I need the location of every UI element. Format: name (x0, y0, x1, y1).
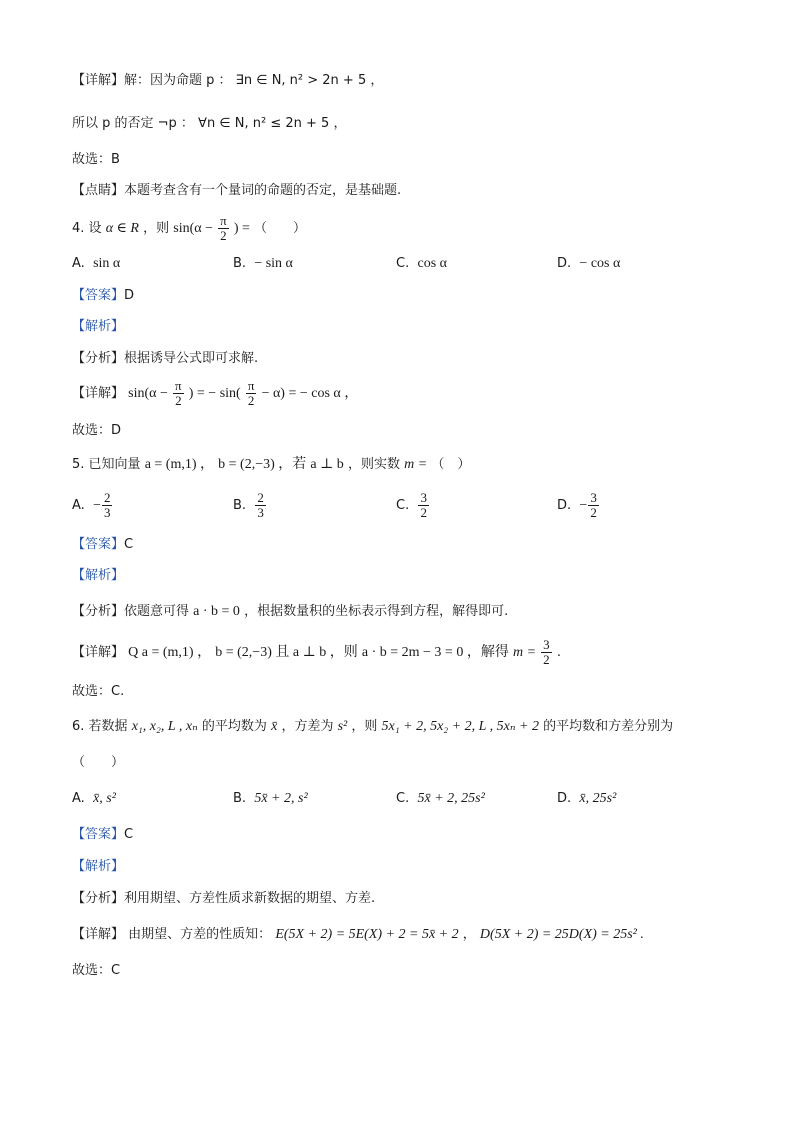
option-fraction (255, 491, 266, 520)
option-text: sin α (93, 256, 121, 271)
q5-stem-text: 5. 已知向量 (72, 457, 141, 472)
q4-detail (72, 379, 358, 408)
frac-num: π (175, 378, 182, 393)
option-sign: − (93, 498, 101, 513)
q3-comment: 【点睛】本题考查含有一个量词的命题的否定，是基础题. (72, 183, 402, 198)
q5-detail-c: a · b = 2m − 3 = 0 ，解得 (361, 645, 509, 660)
q6-stem-xbar: x̄ (271, 719, 278, 734)
q5-stem (72, 456, 470, 474)
option-text: − sin α (254, 256, 293, 271)
q6-option-d (557, 790, 616, 808)
q4-detail-a: sin(α − (128, 386, 168, 401)
q4-stem-mid: ，则 (143, 221, 170, 236)
answer-tag: 【答案】 (72, 288, 125, 303)
q4-answer (72, 287, 134, 305)
q5-answer (72, 536, 133, 554)
q5-detail-frac (541, 638, 552, 667)
q6-stem-d: ，则 (351, 719, 378, 734)
option-letter: C. (396, 256, 410, 271)
answer-value: D (124, 288, 135, 303)
option-letter: D. (557, 256, 572, 271)
q3-detail-line: 【详解】解：因为命题 p ： ∃n ∈ N, n² > 2n + 5 ， (72, 73, 384, 88)
q4-option-c (396, 255, 447, 273)
q5-option-d (557, 490, 600, 522)
q4-frac-den: 2 (220, 228, 227, 243)
q4-stem-math1: α ∈ R (105, 221, 139, 236)
q4-detail-c: − α) = − cos α ， (261, 386, 359, 401)
q5-detail-a: Q a = (m,1) ， (128, 645, 212, 660)
q4-detail-b: ) = − sin( (188, 386, 241, 401)
frac-den: 2 (420, 505, 427, 520)
q5-fenxi-a: 【分析】依题意可得 (72, 604, 190, 619)
q6-stem-a: 6. 若数据 (72, 719, 128, 734)
detail-tag: 【详解】 (72, 645, 125, 660)
q4-detail-frac2 (246, 379, 257, 408)
option-letter: B. (233, 256, 247, 271)
q4-option-a (72, 255, 120, 273)
q4-stem (72, 214, 306, 243)
q4-analysis-tag: 【解析】 (72, 319, 125, 334)
q5-choice: 故选：C. (72, 684, 125, 699)
q4-choice: 故选：D (72, 423, 122, 438)
q4-fenxi: 【分析】根据诱导公式即可求解. (72, 351, 259, 366)
frac-den: 2 (590, 505, 597, 520)
q4-option-b (233, 255, 293, 273)
q5-fenxi-math: a · b = 0 (193, 604, 240, 619)
q5-detail-b: b = (2,−3) 且 a ⊥ b ，则 (215, 645, 358, 660)
q5-detail-end: . (556, 645, 561, 660)
q4-frac-num: π (220, 213, 227, 228)
option-text: x̄, s² (93, 791, 116, 806)
option-text: x̄, 25s² (579, 791, 617, 806)
detail-tag: 【详解】 (72, 927, 125, 942)
frac-num: 2 (103, 490, 111, 505)
option-text: − cos α (579, 256, 621, 271)
q5-detail-m: m = (512, 645, 537, 660)
q5-m-eq: m = (404, 457, 428, 472)
q6-stem-c: ，方差为 (281, 719, 334, 734)
q5-vec-b: b = (2,−3) ，若 (218, 457, 307, 472)
answer-value: C (124, 537, 134, 552)
q6-detail-text: 由期望、方差的性质知： (128, 927, 272, 942)
answer-tag: 【答案】 (72, 827, 125, 842)
option-letter: A. (72, 256, 85, 271)
frac-num: 2 (257, 490, 264, 505)
q5-detail (72, 638, 561, 668)
q5-paren: （ ） (431, 457, 471, 472)
option-sign: − (579, 498, 588, 513)
option-fraction (102, 491, 113, 520)
q5-stem-end: ，则实数 (347, 457, 400, 472)
q6-stem-e: 的平均数和方差分别为 (543, 719, 674, 734)
q6-fenxi: 【分析】利用期望、方差性质求新数据的期望、方差. (72, 891, 376, 906)
option-letter: A. (72, 498, 85, 513)
frac-den: 2 (247, 393, 255, 408)
q3-choice: 故选：B (72, 152, 120, 167)
q6-detail-math2: D(5X + 2) = 25D(X) = 25s² . (479, 927, 644, 942)
q4-stem-suffix: （ ） (254, 221, 307, 236)
q5-analysis-tag: 【解析】 (72, 568, 125, 583)
q6-analysis-tag: 【解析】 (72, 859, 125, 874)
q5-fenxi-b: ，根据数量积的坐标表示得到方程，解得即可. (244, 604, 509, 619)
q4-option-d (557, 255, 620, 273)
q6-stem-math1: x₁, x₂, L , xₙ (131, 719, 198, 734)
frac-den: 2 (175, 393, 182, 408)
q6-option-b (233, 790, 308, 808)
option-letter: B. (233, 791, 247, 806)
frac-den: 3 (257, 505, 264, 520)
frac-num: 3 (590, 490, 597, 505)
frac-num: 3 (543, 637, 550, 652)
q5-vec-a: a = (m,1) ， (144, 457, 215, 472)
option-fraction (588, 491, 599, 520)
q6-option-c (396, 790, 485, 808)
q6-choice: 故选：C (72, 963, 121, 978)
q3-negation-line: 所以 p 的否定 ¬p ： ∀n ∈ N, n² ≤ 2n + 5 ， (72, 116, 347, 131)
frac-num: 3 (420, 490, 427, 505)
frac-den: 2 (543, 652, 550, 667)
frac-den: 3 (103, 505, 111, 520)
q6-detail (72, 926, 644, 944)
q6-detail-math1: E(5X + 2) = 5E(X) + 2 = 5x̄ + 2 (275, 927, 459, 942)
q6-option-a (72, 790, 116, 808)
q5-option-a (72, 490, 113, 522)
q6-stem-b: 的平均数为 (201, 719, 267, 734)
option-text: 5x̄ + 2, 25s² (417, 791, 485, 806)
q5-fenxi (72, 603, 508, 621)
option-text: 5x̄ + 2, s² (254, 791, 308, 806)
option-letter: D. (557, 498, 572, 513)
option-text: cos α (417, 256, 447, 271)
option-letter: B. (233, 498, 247, 513)
option-letter: A. (72, 791, 85, 806)
answer-value: C (124, 827, 134, 842)
option-letter: C. (396, 791, 410, 806)
q6-paren: （ ） (72, 755, 125, 770)
option-letter: C. (396, 498, 410, 513)
q4-stem-math2b: ) = (233, 221, 250, 236)
q4-detail-frac1 (173, 379, 184, 408)
q6-detail-sep: ， (462, 927, 476, 942)
q5-perp: a ⊥ b (310, 457, 344, 472)
detail-tag: 【详解】 (72, 386, 125, 401)
q5-option-b (233, 490, 267, 522)
q4-stem-fraction (218, 214, 229, 243)
option-letter: D. (557, 791, 572, 806)
q6-answer (72, 826, 133, 844)
q4-stem-prefix: 4. 设 (72, 221, 102, 236)
q6-stem-s2: s² (337, 719, 348, 734)
q6-stem (72, 718, 673, 736)
q5-option-c (396, 490, 430, 522)
q4-stem-math2a: sin(α − (173, 221, 213, 236)
frac-num: π (247, 378, 255, 393)
option-fraction (418, 491, 429, 520)
q6-stem-math2: 5x₁ + 2, 5x₂ + 2, L , 5xₙ + 2 (381, 719, 539, 734)
answer-tag: 【答案】 (72, 537, 125, 552)
